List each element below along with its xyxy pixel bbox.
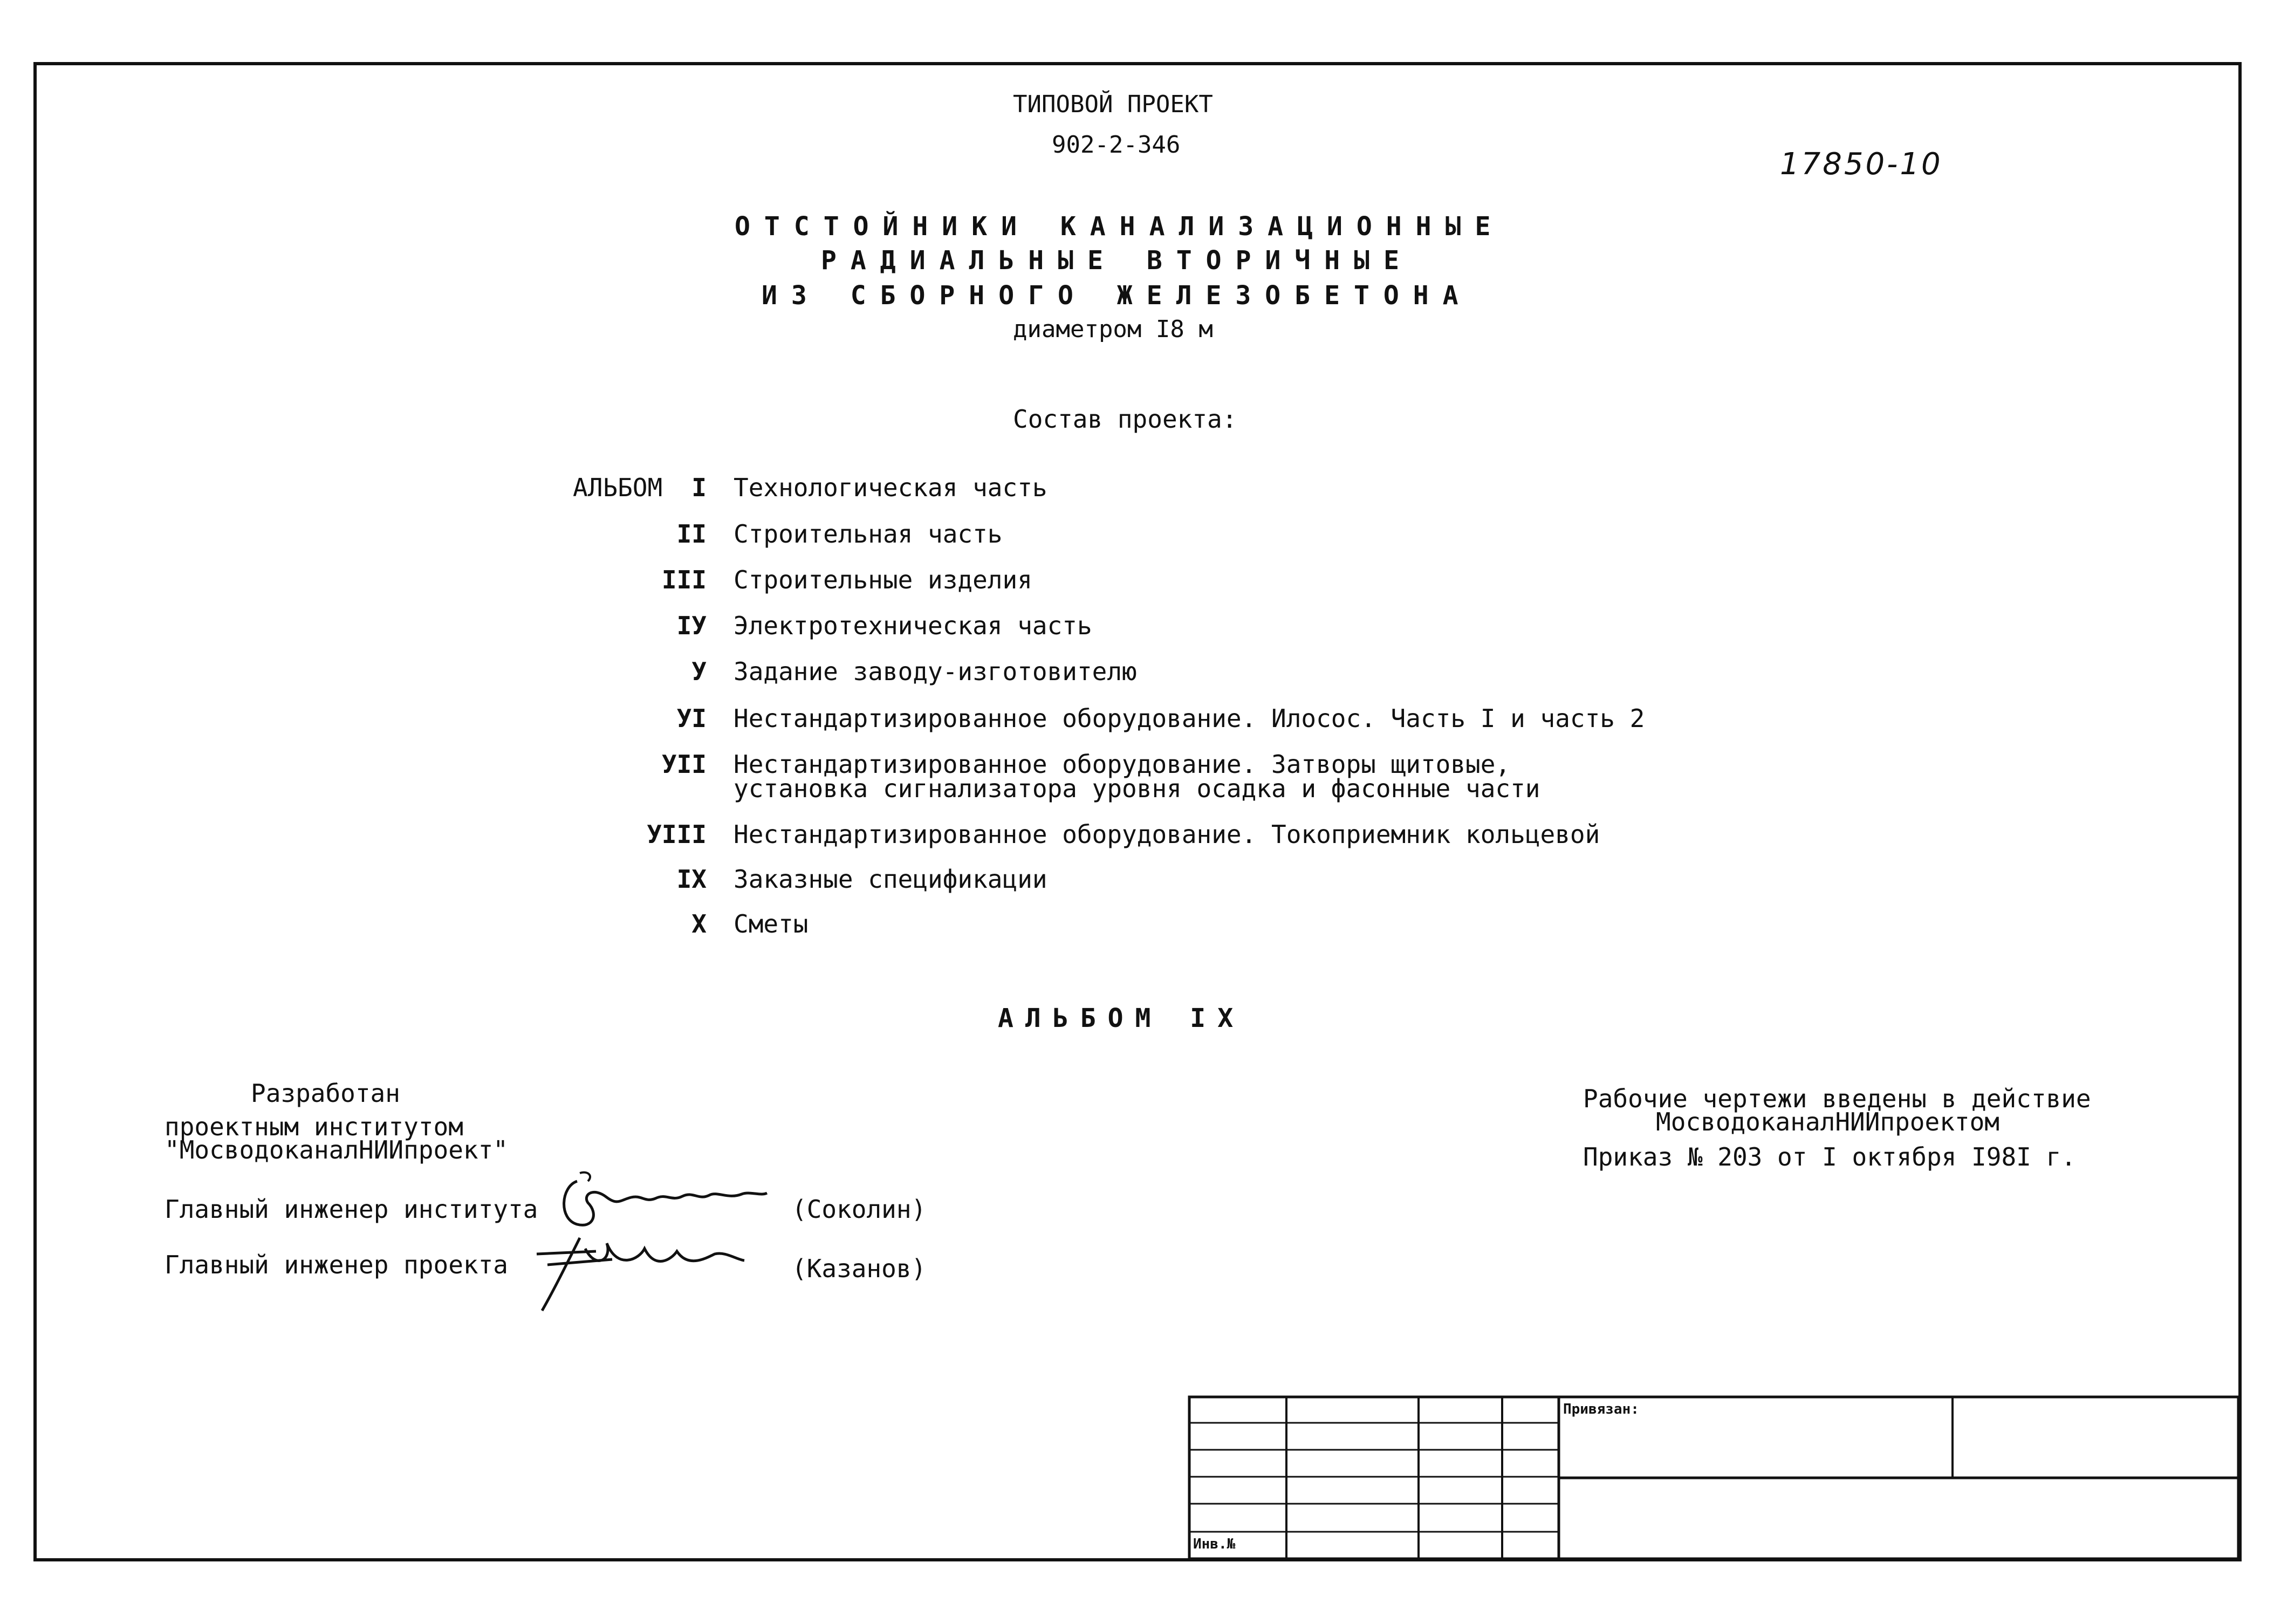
approval-line-2: МосводоканалНИИпроектом [1656,1107,1999,1136]
item-num-8: УIII [647,820,707,849]
item-num-4: IУ [676,611,707,640]
chief-institute-name: (Соколин) [792,1195,927,1224]
item-num-7: УII [661,750,707,779]
item-num-3: III [661,565,707,594]
stamp-inv: Инв.№ [1193,1536,1236,1552]
title-line-1: ОТСТОЙНИКИ КАНАЛИЗАЦИОННЫЕ [735,211,1505,242]
item-text-5: Задание заводу-изготовителю [734,657,1137,686]
approval-line-3: Приказ № 203 от I октября I98I г. [1583,1142,2076,1171]
developer-line-3: "МосводоканалНИИпроект" [165,1135,508,1164]
project-type: ТИПОВОЙ ПРОЕКТ [1013,91,1213,118]
item-text-4: Электротехническая часть [734,611,1092,640]
stamp-privyazan: Привязан: [1563,1401,1639,1417]
item-num-6: УI [676,704,707,733]
item-num-2: II [676,519,707,549]
album-label: АЛЬБОМ [573,473,663,502]
item-text-3: Строительные изделия [734,565,1032,594]
chief-institute-label: Главный инженер института [165,1195,538,1224]
item-num-9: IX [676,865,707,894]
album-title: АЛЬБОМ IX [998,1003,1245,1033]
item-text-6: Нестандартизированное оборудование. Илосос. Часть I и часть 2 [734,704,1645,733]
item-text-2: Строительная часть [734,519,1003,549]
item-text-8: Нестандартизированное оборудование. Токоприемник кольцевой [734,820,1600,849]
composition-heading: Состав проекта: [1013,405,1237,434]
item-num-1: I [691,473,707,502]
title-line-3: ИЗ СБОРНОГО ЖЕЛЕЗОБЕТОНА [762,280,1472,311]
developer-line-1: Разработан [251,1079,400,1108]
project-number: 902-2-346 [1052,131,1181,159]
item-text-1: Технологическая часть [734,473,1047,502]
item-num-10: X [691,909,707,938]
chief-project-label: Главный инженер проекта [165,1250,508,1279]
approval-line-1: Рабочие чертежи введены в действие [1583,1084,2091,1113]
title-diameter: диаметром I8 м [1013,316,1213,343]
archive-number: 17850-10 [1780,147,1943,182]
item-text-10: Сметы [734,909,809,938]
chief-project-name: (Казанов) [792,1254,927,1283]
item-text-7: Нестандартизированное оборудование. Затворы щитовые, [734,750,1511,779]
item-text-7-line-2: установка сигнализатора уровня осадка и фасонные части [734,774,1540,803]
item-text-9: Заказные спецификации [734,865,1047,894]
item-num-5: У [691,657,707,686]
developer-line-2: проектным институтом [165,1112,463,1141]
title-line-2: РАДИАЛЬНЫЕ ВТОРИЧНЫЕ [821,245,1413,276]
